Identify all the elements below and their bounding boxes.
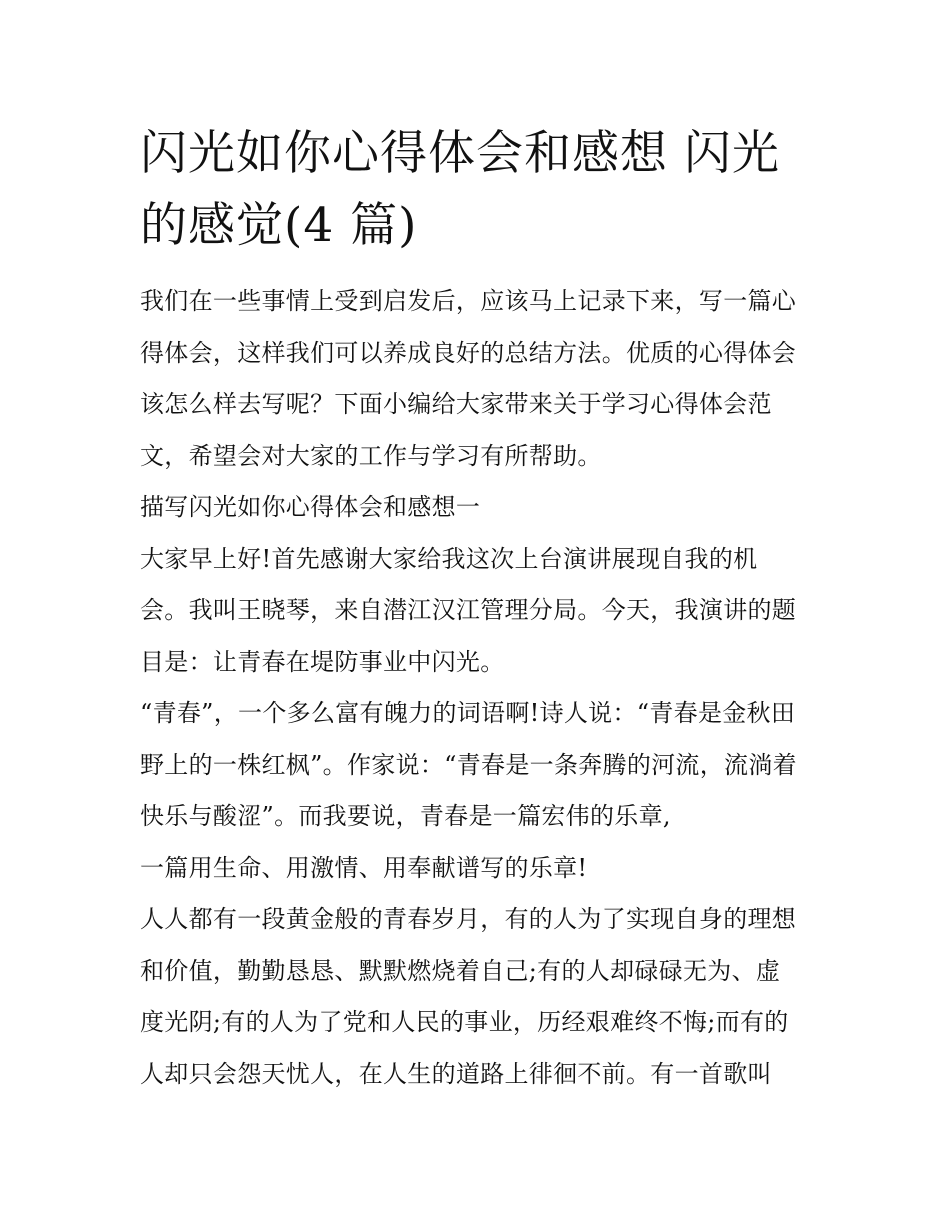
body-line: 会。我叫王晓琴，来自潜江汉江管理分局。今天，我演讲的题 xyxy=(140,596,797,624)
title-line: 闪光如你心得体会和感想 闪光 xyxy=(140,126,780,181)
document-title xyxy=(140,118,820,262)
body-line: 目是：让青春在堤防事业中闪光。 xyxy=(140,647,505,676)
body-line: 该怎么样去写呢？下面小编给大家带来关于学习心得体会范 xyxy=(140,390,772,418)
body-line: 得体会，这样我们可以养成良好的总结方法。优质的心得体会 xyxy=(140,338,797,367)
body-line: 度光阴;有的人为了党和人民的事业，历经艰难终不悔;而有的 xyxy=(140,1008,789,1036)
body-line: 大家早上好!首先感谢大家给我这次上台演讲展现自我的机 xyxy=(140,544,758,573)
body-line: 我们在一些事情上受到启发后，应该马上记录下来，写一篇心 xyxy=(140,287,797,315)
body-line: 人却只会怨天忧人，在人生的道路上徘徊不前。有一首歌叫 xyxy=(140,1059,772,1088)
body-line: 文，希望会对大家的工作与学习有所帮助。 xyxy=(140,441,602,470)
body-line: 野上的一株红枫”。作家说：“青春是一条奔腾的河流，流淌着 xyxy=(140,750,797,779)
body-line: 一篇用生命、用激情、用奉献谱写的乐章! xyxy=(140,853,588,882)
section-heading: 描写闪光如你心得体会和感想一 xyxy=(140,493,481,521)
body-line: “青春”，一个多么富有魄力的词语啊!诗人说：“青春是金秋田 xyxy=(140,699,796,727)
document-body xyxy=(140,276,820,1100)
body-line: 快乐与酸涩”。而我要说，青春是一篇宏伟的乐章, xyxy=(140,802,671,830)
body-line: 人人都有一段黄金般的青春岁月，有的人为了实现自身的理想 xyxy=(140,905,797,933)
body-line: 和价值，勤勤恳恳、默默燃烧着自己;有的人却碌碌无为、虚 xyxy=(140,956,781,985)
title-line: 的感觉(4 篇) xyxy=(140,198,418,253)
